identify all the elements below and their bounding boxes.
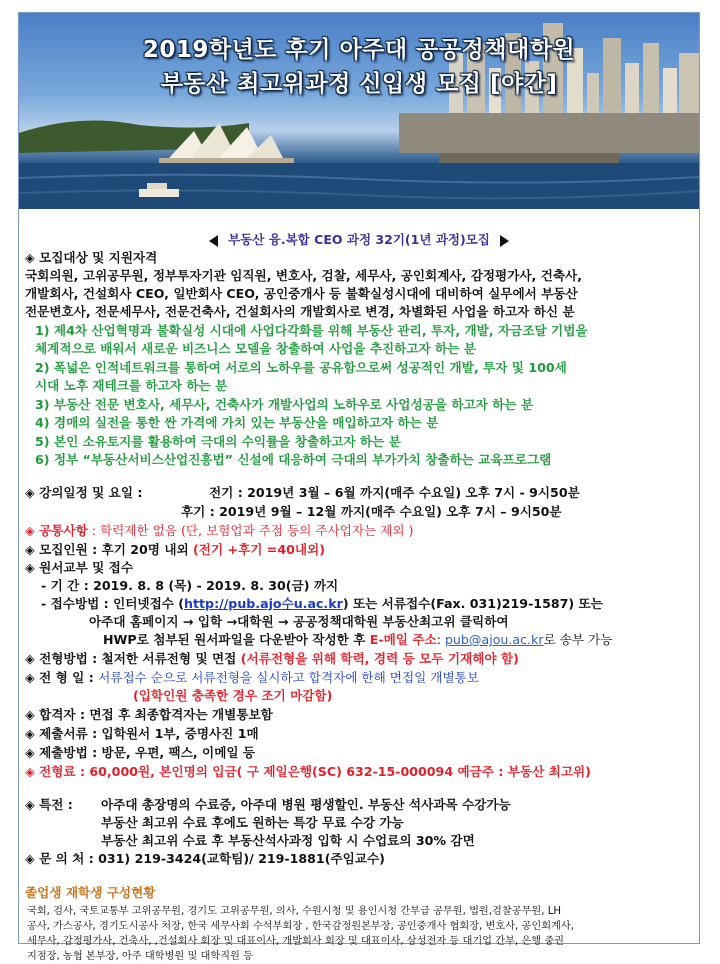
- eligibility-line: 전문변호사, 전문세무사, 전문건축사, 건설회사의 개발회사로 변경, 차별화된 사업을 하고자 하신 분: [25, 304, 575, 319]
- benefits-label: ◈ 특전 :: [25, 797, 73, 812]
- alumni-line: 지점장, 농협 본부장, 아주 대학병원 및 대학직원 등: [27, 951, 253, 962]
- eligibility-heading: ◈ 모집대상 및 지원자격: [25, 250, 158, 265]
- banner-image: [19, 13, 699, 209]
- eligibility-line: 개발회사, 건설회사 CEO, 일반회사 CEO, 공인중개사 등 불확실성시대에 대비하여 실무에서 부동산: [25, 286, 578, 301]
- banner-title-line2: 부동산 최고위과정 신입생 모집 [야간]: [160, 71, 558, 97]
- submission-notice: ◈ 제출방법 : 방문, 우편, 팩스, 이메일 등: [25, 745, 256, 760]
- eligibility-item: 시대 노후 재테크를 하고자 하는 분: [35, 378, 228, 393]
- common-notice-text: : 학력제한 없음 (단, 보험업과 주점 등의 주사업자는 제외 ): [87, 523, 414, 538]
- poster-frame: [18, 12, 700, 962]
- selection-method-label: ◈ 전형방법 : 철저한 서류전형 및 면접: [25, 651, 241, 666]
- recruit-count: [25, 542, 325, 558]
- selection-date-text: 서류접수 순으로 서류전형을 실시하고 합격자에 한해 면접일 개별통보: [98, 670, 479, 685]
- triangle-left-icon: [209, 235, 218, 247]
- contact-info: ◈ 문 의 처 : 031) 219-3424(교학팀)/ 219-1881(주임교수): [25, 851, 385, 866]
- triangle-right-icon: [500, 235, 509, 247]
- application-method-suffix: ) 또는 서류접수(Fax. 031)219-1587) 또는: [342, 596, 603, 611]
- application-email-link[interactable]: pub@ajou.ac.kr: [444, 632, 544, 647]
- eligibility-item: 1) 제4차 산업혁명과 불확실성 시대에 사업다각화를 위해 부동산 관리, 투자, 개발, 자금조달 기법을: [35, 323, 588, 338]
- alumni-line: 세무사, 감정평가사, 건축사, ,건설회사 회장 및 대표이사, 개발회사 회장 및 대표이사, 삼성전자 등 대기업 간부, 은행 중권: [27, 936, 565, 947]
- recruit-count-label: ◈ 모집인원 : 후기 20명 내외: [25, 542, 194, 557]
- schedule-line1: 전기 : 2019년 3월 – 6월 까지(매주 수요일) 오후 7시 - 9시50분: [209, 485, 580, 500]
- recruit-count-total: (전기 +후기 =40내외): [193, 542, 325, 557]
- application-email-label: E-메일 주소: [369, 632, 437, 647]
- application-heading: ◈ 원서교부 및 접수: [25, 560, 133, 575]
- eligibility-item: 4) 경매의 실전을 통한 싼 가격에 가치 있는 부동산을 매입하고자 하는 분: [35, 415, 439, 430]
- eligibility-item: 2) 폭넓은 인적네트워크를 통하여 서로의 노하우를 공유함으로써 성공적인 개발, 투자 및 100세: [35, 360, 567, 375]
- application-email-line: [103, 632, 612, 648]
- fee-notice: ◈ 전형료 : 60,000원, 본인명의 입금( 구 제일은행(SC) 632-15-000094 예금주 : 부동산 최고위): [25, 764, 591, 779]
- application-hwp-text: HWP로 첨부된 원서파일을 다운받아 작성한 후: [103, 632, 370, 647]
- benefits-line: 부동산 최고위 수료 후 부동산석사과정 입학 시 수업료의 30% 감면: [101, 833, 475, 848]
- application-method: [41, 596, 603, 612]
- application-url-link[interactable]: http://pub.ajo수u.ac.kr: [184, 596, 343, 611]
- documents-notice: ◈ 제출서류 : 입학원서 1부, 증명사진 1매: [25, 726, 259, 741]
- eligibility-item: 6) 정부 “부동산서비스산업진흥법” 신설에 대응하여 극대의 부가가치 창출하는 교육프로그램: [35, 452, 552, 467]
- common-notice: [25, 523, 413, 539]
- banner-title-line1: 2019학년도 후기 아주대 공공정책대학원: [142, 37, 576, 63]
- schedule-line2: 후기 : 2019년 9월 – 12월 까지(매주 수요일) 오후 7시 – 9시50분: [181, 504, 562, 519]
- benefits-line: 부동산 최고위 수료 후에도 원하는 특강 무료 수강 가능: [101, 815, 404, 830]
- application-email-colon: :: [436, 632, 445, 647]
- selection-date-note: (입학인원 충족한 경우 조기 마감함): [133, 688, 333, 703]
- application-period: - 기 간 : 2019. 8. 8 (목) - 2019. 8. 30(금) 까지: [41, 578, 339, 593]
- selection-date: [25, 670, 479, 686]
- pass-notice: ◈ 합격자 : 면접 후 최종합격자는 개별통보함: [25, 707, 273, 722]
- eligibility-item: 3) 부동산 전문 변호사, 세무사, 건축사가 개발사업의 노하우로 사업성공을 하고자 하는 분: [35, 397, 534, 412]
- common-notice-label: ◈ 공통사항: [25, 523, 88, 538]
- eligibility-line: 국회의원, 고위공무원, 정부투자기관 임직원, 변호사, 검찰, 세무사, 공인회계사, 감정평가사, 건축사,: [25, 268, 582, 283]
- alumni-line: 국회, 검사, 국토교통부 고위공무원, 경기도 고위공무원, 의사, 수원시청 및 용인시청 간부급 공무원, 법원,검찰공무원, LH: [27, 906, 562, 917]
- application-email-suffix: 로 송부 가능: [543, 632, 613, 647]
- benefits-line: 아주대 총장명의 수료증, 아주대 병원 평생할인. 부동산 석사과목 수강가능: [101, 797, 511, 812]
- schedule-label: ◈ 강의일정 및 요일 :: [25, 485, 143, 500]
- application-method-prefix: - 접수방법 : 인터넷접수 (: [41, 596, 185, 611]
- eligibility-item: 체계적으로 배워서 새로운 비즈니스 모델을 창출하여 사업을 추진하고자 하는 분: [35, 341, 476, 356]
- selection-method: [25, 651, 519, 667]
- program-heading: [19, 232, 699, 248]
- eligibility-item: 5) 본인 소유토지를 활용하여 극대의 수익률을 창출하고자 하는 분: [35, 434, 401, 449]
- selection-date-label: ◈ 전 형 일 :: [25, 670, 99, 685]
- program-heading-text: 부동산 융.복합 CEO 과정 32기(1년 과정)모집: [228, 232, 490, 247]
- alumni-line: 공사, 가스공사, 경기도시공사 처장, 한국 세무사회 수석부회장 , 한국감정원본부장, 공인중개사 협회장, 변호사, 공인회계사,: [27, 921, 574, 932]
- alumni-heading: 졸업생 재학생 구성현황: [25, 885, 156, 900]
- application-path: 아주대 홈페이지 → 입학 →대학원 → 공공정책대학원 부동산최고위 클릭하여: [89, 614, 509, 629]
- selection-method-note: (서류전형을 위해 학력, 경력 등 모두 기재해야 함): [240, 651, 519, 666]
